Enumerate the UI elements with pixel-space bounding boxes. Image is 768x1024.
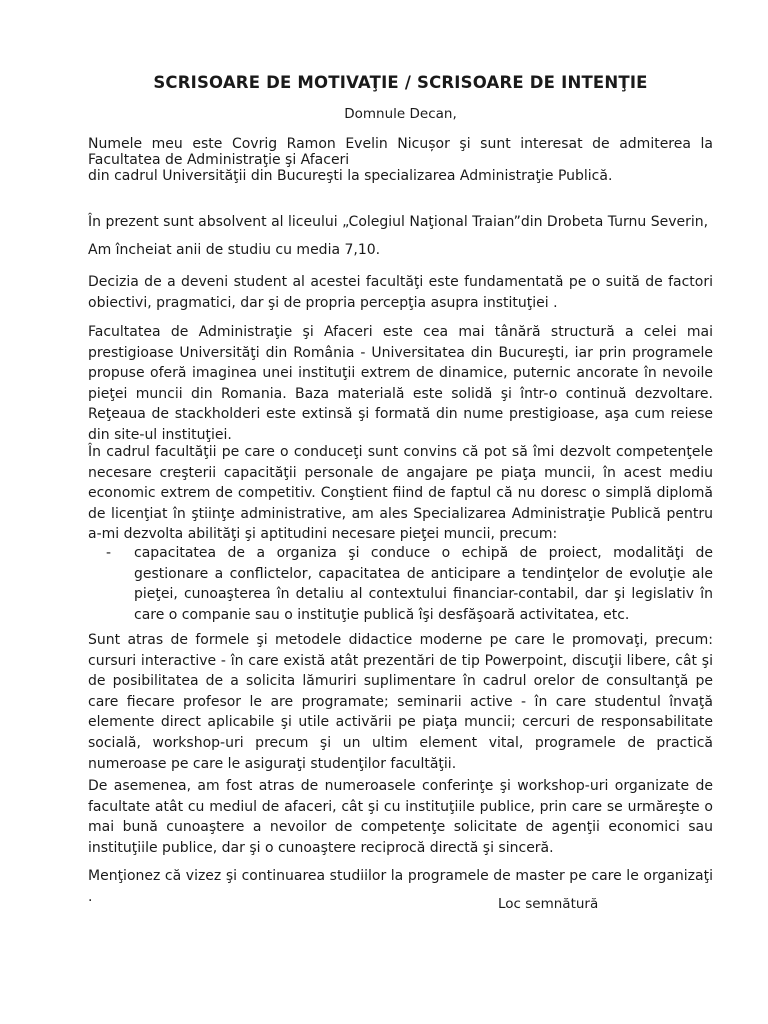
bullet-list [106,543,713,625]
intro-paragraph [88,136,713,184]
intro-line-1: Numele meu este Covrig Ramon Evelin Nicușor şi sunt interesat de admiterea la [88,136,713,152]
paragraph-asemenea: De asemenea, am fost atras de numeroasele conferinţe şi workshop-uri organizate de facultate atât cu mediul de afaceri, cât şi cu instituţiile publice, prin care se urmăreşte o mai bună cunoaştere a nevoilor de competenţe solicitate de agenţii economici sau instituţiile publice, dar şi o cunoaştere reciprocă directă şi sinceră. [88,778,713,856]
signature-placeholder: Loc semnătură [498,896,599,912]
paragraph-cadrul: În cadrul facultăţii pe care o conduceţi sunt convins că pot să îmi dezvolt competenţele necesare creşterii capacităţii personale de angajare pe piaţa muncii, în acest mediu economic extrem de competitiv. Conştient fiind de faptul că nu doresc o simplă diplomă de licenţiat în ştiinţe administrative, am ales Specializarea Administraţie Publică pentru a-mi dezvolta abilităţi şi aptitudini necesare pieţei muncii, precum: [88,444,713,543]
greeting: Domnule Decan, [344,106,457,122]
letter-title: SCRISOARE DE MOTIVAŢIE / SCRISOARE DE INTENŢIE [153,73,648,92]
list-item [106,543,713,625]
intro-line-2: Facultatea de Administraţie şi Afaceri [88,152,350,168]
paragraph-facultatea: Facultatea de Administraţie şi Afaceri este cea mai tânără structură a celei mai prestigioase Universităţi din România - Universitatea din Bucureşti, iar prin programele propuse oferă imaginea unei instituţii extrem de dinamice, puternic ancorate în nevoile pieţei muncii din Romania. Baza materială este solidă şi într-o continuă dezvoltare. Reţeaua de stackholderi este extinsă şi formată din nume prestigioase, aşa cum reiese din site-ul instituţiei. [88,324,713,443]
paragraph-absolvent: În prezent sunt absolvent al liceului „Colegiul Naţional Traian”din Drobeta Turnu Severin, [88,214,709,230]
paragraph-mentionez: Menţionez că vizez şi continuarea studiilor la programele de master pe care le organizaţi . [88,868,713,905]
paragraph-decizia: Decizia de a deveni student al acestei facultăţi este fundamentată pe o suită de factori obiectivi, pragmatici, dar şi de propria percepţia asupra instituţiei . [88,274,713,311]
intro-line-3: din cadrul Universităţii din Bucureşti la specializarea Administraţie Publică. [88,168,613,184]
paragraph-media: Am încheiat anii de studiu cu media 7,10. [88,242,381,258]
bullet-marker: - [106,545,112,561]
bullet-text: capacitatea de a organiza şi conduce o echipă de proiect, modalităţi de gestionare a conflictelor, capacitatea de anticipare a tendinţelor de evoluţie ale pieţei, cunoaşterea în detaliu al contextului financiar-contabil, dar şi legislativ în care o companie sau o instituţie publică îşi desfăşoară activitatea, etc. [134,545,713,623]
paragraph-formele: Sunt atras de formele şi metodele didactice moderne pe care le promovaţi, precum: cursuri interactive - în care există atât prezentări de tip Powerpoint, discuţii libere, cât şi de posibilitatea de a solicita lămuriri suplimentare în cadrul orelor de consultanţă pe care fiecare profesor le are programate; seminarii active - în care studentul învaţă elemente direct aplicabile şi utile activării pe piaţa muncii; cercuri de responsabilitate socială, workshop-uri precum şi un ultim element vital, programele de practică numeroase pe care le asiguraţi studenţilor facultăţii. [88,632,713,772]
